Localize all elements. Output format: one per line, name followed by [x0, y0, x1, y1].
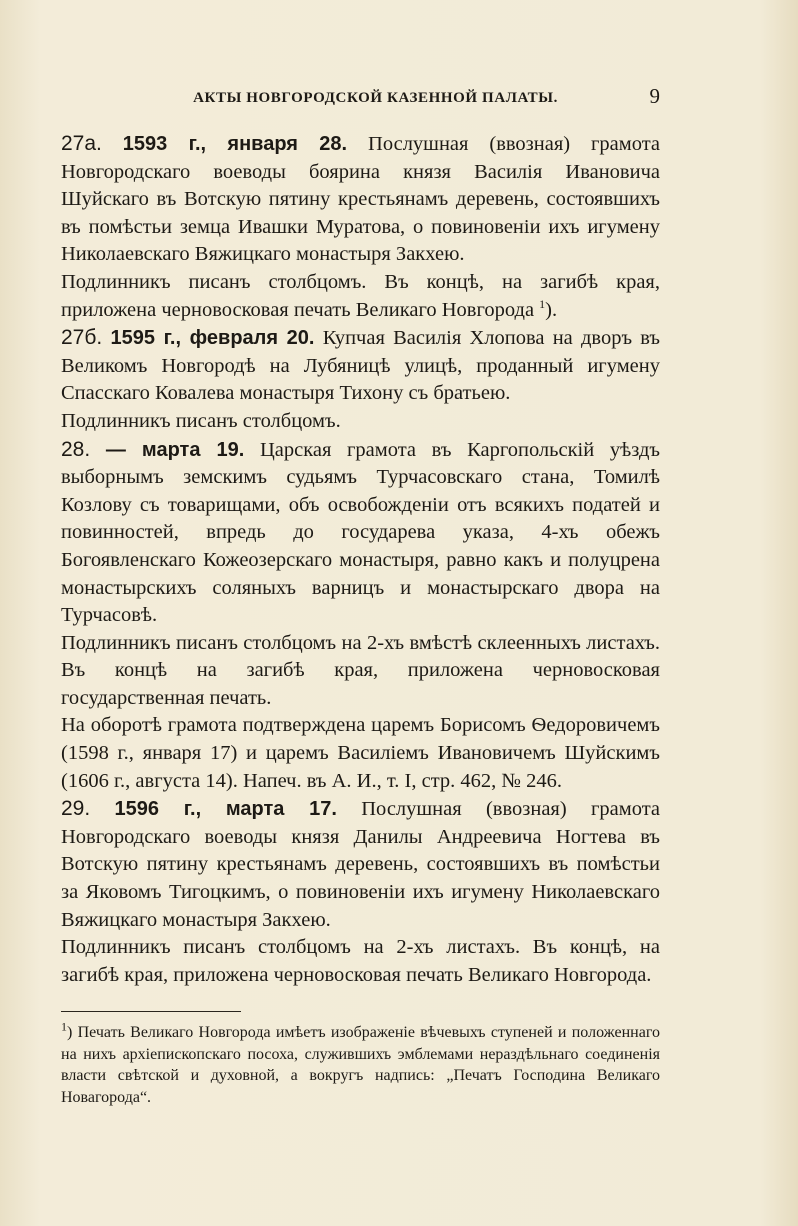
entry-27b [61, 324, 660, 408]
entry-number: 27а. [61, 132, 102, 155]
entry-note [61, 934, 660, 989]
entry-27a [61, 130, 660, 269]
entry-note [61, 269, 660, 324]
page-number: 9 [649, 84, 660, 108]
entry-note-2 [61, 712, 660, 795]
entry-text: Царская грамота въ Каргопольскій уѣздъ выборнымъ земскимъ судьямъ Турчасовскаго стана, Томилѣ Козлову съ товарищами, объ освобожденіи отъ всякихъ податей и повинностей, впредь до государева указа, 4-хъ обежъ Богоявленскаго Кожеозерскаго монастыря, равно какъ и полуцрена монастырскихъ соляныхъ варницъ и монастырскаго двора на Турчасовѣ. [61, 438, 661, 627]
note-text: На оборотѣ грамота подтверждена царемъ Борисомъ Ѳедоровичемъ (1598 г., января 17) и царемъ Василіемъ Ивановичемъ Шуйскимъ (1606 г., августа 14). Напеч. въ А. И., т. I, стр. 462, № 246. [61, 714, 660, 792]
entry-number: 29. [61, 797, 91, 821]
page-header [61, 84, 660, 114]
note-text-end: ). [545, 298, 558, 321]
entry-date: — марта 19. [105, 438, 245, 461]
footnote-marker: 1 [61, 1020, 67, 1035]
main-text [61, 130, 660, 989]
footnote-text: ) Печать Великаго Новгорода имѣетъ изображеніе вѣчевыхъ ступеней и положеннаго на нихъ архіепископскаго посоха, служившихъ эмблемами нераздѣльнаго соединенія власти свѣтской и духовной, а вокругъ надпись: „Печатъ Господина Великаго Новагорода“. [61, 1024, 660, 1106]
entry-date: 1596 г., марта 17. [114, 798, 337, 821]
entry-date: 1593 г., января 28. [122, 133, 348, 155]
entry-note [61, 408, 660, 436]
entry-28 [61, 436, 660, 630]
note-text: Подлинникъ писанъ столбцомъ на 2-хъ вмѣстѣ склеенныхъ листахъ. Въ концѣ на загибѣ края, приложена черновосковая государственная печать. [61, 631, 660, 709]
running-title: АКТЫ НОВГОРОДСКОЙ КАЗЕННОЙ ПАЛАТЫ. [193, 90, 558, 106]
footnote [61, 1022, 660, 1108]
footnote-ref: 1 [539, 296, 546, 311]
entry-number: 28. [61, 437, 91, 461]
note-text: Подлинникъ писанъ столбцомъ. Въ концѣ, на загибѣ края, приложена черновосковая печать Великаго Новгорода [61, 270, 660, 321]
entry-text: Послушная (ввозная) грамота Новгородскаго воеводы боярина князя Василія Ивановича Шуйскаго въ Вотскую пятину крестьянамъ деревень, состоявшихъ въ помѣстьи земца Ивашки Муратова, о повиновеніи ихъ игумену Николаевскаго Вяжицкаго монастыря Закхею. [61, 133, 661, 266]
entry-date: 1595 г., февраля 20. [110, 327, 315, 350]
entry-text: Купчая Василія Хлопова на дворъ въ Великомъ Новгородѣ на Лубяницѣ улицѣ, проданный игумену Спасскаго Ковалева монастыря Тихону съ братьею. [61, 327, 661, 405]
note-text: Подлинникъ писанъ столбцомъ на 2-хъ листахъ. Въ концѣ, на загибѣ края, приложена черновосковая печать Великаго Новгорода. [61, 936, 660, 986]
note-text: Подлинникъ писанъ столбцомъ. [61, 409, 341, 432]
entry-note [61, 630, 660, 713]
footnote-divider [61, 1011, 241, 1012]
entry-29 [61, 795, 660, 934]
entry-text: Послушная (ввозная) грамота Новгородскаго воеводы князя Данилы Андреевича Ногтева въ Вотскую пятину крестьянамъ деревень, состоявшихъ въ помѣстьи за Яковомъ Тигоцкимъ, о повиновеніи ихъ игумену Николаевскаго Вяжицкаго монастыря Закхею. [61, 798, 661, 931]
entry-number: 27б. [61, 326, 103, 350]
